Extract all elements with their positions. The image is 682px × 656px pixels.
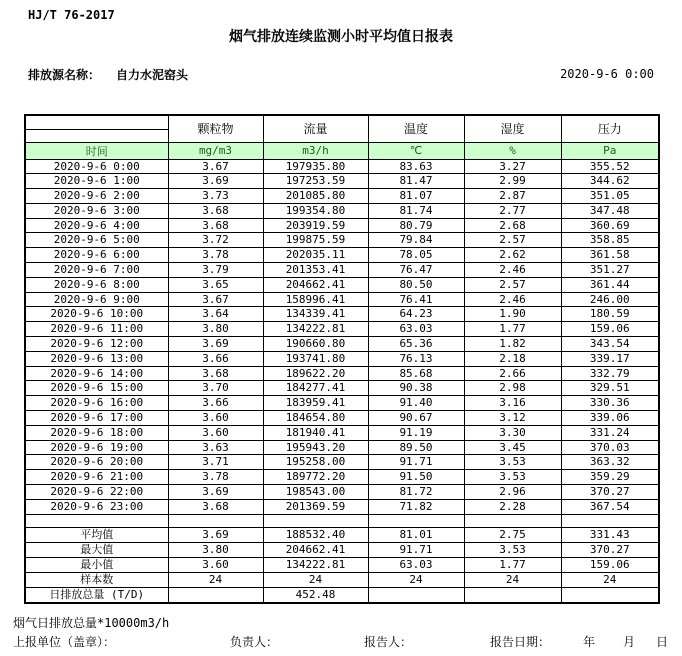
- value-cell: 3.12: [464, 411, 561, 426]
- table-row: [25, 233, 659, 248]
- value-cell: 199354.80: [263, 203, 368, 218]
- report-date-label: 报告日期：: [490, 635, 551, 649]
- value-cell: 199875.59: [263, 233, 368, 248]
- value-cell: 3.64: [168, 307, 263, 322]
- value-cell: 2.68: [464, 218, 561, 233]
- summary-value-cell: 134222.81: [263, 557, 368, 572]
- value-cell: 81.74: [368, 203, 464, 218]
- value-cell: 79.84: [368, 233, 464, 248]
- value-cell: 204662.41: [263, 277, 368, 292]
- value-cell: 190660.80: [263, 337, 368, 352]
- column-header: 颗粒物: [168, 115, 263, 142]
- value-cell: 332.79: [561, 366, 659, 381]
- table-row: [25, 366, 659, 381]
- time-cell: 2020-9-6 20:00: [25, 455, 168, 470]
- table-row: [25, 174, 659, 189]
- responsible-person-label: 负责人：: [230, 635, 279, 649]
- time-cell: 2020-9-6 9:00: [25, 292, 168, 307]
- value-cell: 195258.00: [263, 455, 368, 470]
- corner-cell-bottom: [25, 129, 168, 142]
- time-cell: 2020-9-6 5:00: [25, 233, 168, 248]
- value-cell: 246.00: [561, 292, 659, 307]
- value-cell: 78.05: [368, 248, 464, 263]
- summary-label: 平均值: [25, 527, 168, 542]
- value-cell: 63.03: [368, 322, 464, 337]
- value-cell: 1.82: [464, 337, 561, 352]
- value-cell: 3.16: [464, 396, 561, 411]
- value-cell: 361.58: [561, 248, 659, 263]
- time-cell: 2020-9-6 19:00: [25, 440, 168, 455]
- table-row: [25, 263, 659, 278]
- value-cell: 3.78: [168, 470, 263, 485]
- summary-value-cell: 331.43: [561, 527, 659, 542]
- summary-value-cell: 24: [168, 572, 263, 587]
- time-cell: 2020-9-6 8:00: [25, 277, 168, 292]
- time-cell: 2020-9-6 17:00: [25, 411, 168, 426]
- value-cell: 193741.80: [263, 351, 368, 366]
- value-cell: 76.47: [368, 263, 464, 278]
- value-cell: 2.96: [464, 485, 561, 500]
- value-cell: 2.87: [464, 189, 561, 204]
- value-cell: 197253.59: [263, 174, 368, 189]
- standard-number: HJ/T 76-2017: [28, 8, 115, 22]
- value-cell: 181940.41: [263, 425, 368, 440]
- table-row: [25, 203, 659, 218]
- value-cell: 184277.41: [263, 381, 368, 396]
- summary-value-cell: [168, 587, 263, 603]
- time-cell: 2020-9-6 23:00: [25, 499, 168, 514]
- value-cell: 2.46: [464, 263, 561, 278]
- unit-cell: Pa: [561, 142, 659, 159]
- value-cell: 351.27: [561, 263, 659, 278]
- table-row: [25, 322, 659, 337]
- time-cell: 2020-9-6 15:00: [25, 381, 168, 396]
- value-cell: 367.54: [561, 499, 659, 514]
- value-cell: 2.18: [464, 351, 561, 366]
- summary-value-cell: 24: [368, 572, 464, 587]
- value-cell: 71.82: [368, 499, 464, 514]
- time-cell: 2020-9-6 1:00: [25, 174, 168, 189]
- value-cell: 351.05: [561, 189, 659, 204]
- summary-value-cell: [464, 587, 561, 603]
- value-cell: 197935.80: [263, 159, 368, 174]
- emission-source-label: 排放源名称：: [28, 68, 101, 82]
- month-label: 月: [623, 635, 636, 649]
- spacer-row: [25, 514, 659, 527]
- value-cell: 3.71: [168, 455, 263, 470]
- value-cell: 339.17: [561, 351, 659, 366]
- summary-label: 最小值: [25, 557, 168, 572]
- time-cell: 2020-9-6 6:00: [25, 248, 168, 263]
- time-cell: 2020-9-6 10:00: [25, 307, 168, 322]
- value-cell: 3.69: [168, 485, 263, 500]
- value-cell: 3.53: [464, 470, 561, 485]
- value-cell: 91.19: [368, 425, 464, 440]
- table-row: [25, 292, 659, 307]
- table-row: [25, 351, 659, 366]
- summary-value-cell: [368, 587, 464, 603]
- empty-cell: [168, 514, 263, 527]
- value-cell: 3.68: [168, 218, 263, 233]
- value-cell: 189622.20: [263, 366, 368, 381]
- time-cell: 2020-9-6 0:00: [25, 159, 168, 174]
- value-cell: 81.07: [368, 189, 464, 204]
- value-cell: 3.79: [168, 263, 263, 278]
- table-row: [25, 277, 659, 292]
- report-unit-label: 上报单位（盖章）：: [13, 635, 116, 649]
- table-row: [25, 337, 659, 352]
- monitoring-table: [24, 114, 660, 604]
- table-row: [25, 381, 659, 396]
- time-cell: 2020-9-6 13:00: [25, 351, 168, 366]
- summary-value-cell: 24: [561, 572, 659, 587]
- value-cell: 180.59: [561, 307, 659, 322]
- unit-cell: ℃: [368, 142, 464, 159]
- day-label: 日: [656, 635, 669, 649]
- table-row: [25, 218, 659, 233]
- value-cell: 85.68: [368, 366, 464, 381]
- summary-value-cell: 81.01: [368, 527, 464, 542]
- summary-label: 日排放总量 (T/D): [25, 587, 168, 603]
- value-cell: 91.71: [368, 455, 464, 470]
- value-cell: 3.68: [168, 499, 263, 514]
- value-cell: 3.65: [168, 277, 263, 292]
- time-header: 时间: [25, 142, 168, 159]
- column-header: 压力: [561, 115, 659, 142]
- summary-label: 最大值: [25, 542, 168, 557]
- summary-value-cell: 24: [263, 572, 368, 587]
- value-cell: 355.52: [561, 159, 659, 174]
- value-cell: 1.77: [464, 322, 561, 337]
- column-header: 流量: [263, 115, 368, 142]
- value-cell: 331.24: [561, 425, 659, 440]
- summary-value-cell: [561, 587, 659, 603]
- value-cell: 3.68: [168, 366, 263, 381]
- value-cell: 3.30: [464, 425, 561, 440]
- value-cell: 1.90: [464, 307, 561, 322]
- time-cell: 2020-9-6 16:00: [25, 396, 168, 411]
- time-cell: 2020-9-6 22:00: [25, 485, 168, 500]
- hour-rows: [25, 159, 659, 514]
- summary-value-cell: 452.48: [263, 587, 368, 603]
- value-cell: 189772.20: [263, 470, 368, 485]
- empty-cell: [25, 514, 168, 527]
- summary-value-cell: 3.53: [464, 542, 561, 557]
- table-row: [25, 307, 659, 322]
- value-cell: 2.77: [464, 203, 561, 218]
- value-cell: 3.72: [168, 233, 263, 248]
- value-cell: 81.47: [368, 174, 464, 189]
- footer-note: 烟气日排放总量*10000m3/h: [13, 616, 170, 630]
- value-cell: 330.36: [561, 396, 659, 411]
- value-cell: 65.36: [368, 337, 464, 352]
- value-cell: 80.50: [368, 277, 464, 292]
- unit-cell: mg/m3: [168, 142, 263, 159]
- value-cell: 134222.81: [263, 322, 368, 337]
- time-cell: 2020-9-6 4:00: [25, 218, 168, 233]
- value-cell: 329.51: [561, 381, 659, 396]
- value-cell: 2.62: [464, 248, 561, 263]
- time-cell: 2020-9-6 7:00: [25, 263, 168, 278]
- value-cell: 359.29: [561, 470, 659, 485]
- reporter-label: 报告人：: [364, 635, 413, 649]
- value-cell: 3.67: [168, 159, 263, 174]
- value-cell: 90.38: [368, 381, 464, 396]
- time-cell: 2020-9-6 14:00: [25, 366, 168, 381]
- value-cell: 201353.41: [263, 263, 368, 278]
- value-cell: 159.06: [561, 322, 659, 337]
- value-cell: 89.50: [368, 440, 464, 455]
- unit-cell: %: [464, 142, 561, 159]
- table-row: [25, 189, 659, 204]
- time-cell: 2020-9-6 2:00: [25, 189, 168, 204]
- value-cell: 91.40: [368, 396, 464, 411]
- summary-row: [25, 527, 659, 542]
- value-cell: 90.67: [368, 411, 464, 426]
- table-row: [25, 248, 659, 263]
- value-cell: 195943.20: [263, 440, 368, 455]
- year-label: 年: [583, 635, 596, 649]
- table-row: [25, 425, 659, 440]
- value-cell: 3.70: [168, 381, 263, 396]
- column-header: 湿度: [464, 115, 561, 142]
- table-row: [25, 499, 659, 514]
- summary-value-cell: 159.06: [561, 557, 659, 572]
- value-cell: 3.80: [168, 322, 263, 337]
- value-cell: 3.45: [464, 440, 561, 455]
- value-cell: 3.60: [168, 411, 263, 426]
- value-cell: 3.66: [168, 396, 263, 411]
- summary-value-cell: 3.80: [168, 542, 263, 557]
- summary-value-cell: 204662.41: [263, 542, 368, 557]
- value-cell: 76.13: [368, 351, 464, 366]
- value-cell: 83.63: [368, 159, 464, 174]
- summary-row: [25, 572, 659, 587]
- value-cell: 2.57: [464, 233, 561, 248]
- value-cell: 3.69: [168, 337, 263, 352]
- value-cell: 203919.59: [263, 218, 368, 233]
- time-cell: 2020-9-6 11:00: [25, 322, 168, 337]
- value-cell: 343.54: [561, 337, 659, 352]
- value-cell: 2.46: [464, 292, 561, 307]
- empty-cell: [263, 514, 368, 527]
- time-cell: 2020-9-6 21:00: [25, 470, 168, 485]
- time-cell: 2020-9-6 18:00: [25, 425, 168, 440]
- column-header: 温度: [368, 115, 464, 142]
- emission-source-name: 自力水泥窑头: [116, 68, 189, 82]
- empty-cell: [464, 514, 561, 527]
- value-cell: 3.66: [168, 351, 263, 366]
- value-cell: 91.50: [368, 470, 464, 485]
- value-cell: 339.06: [561, 411, 659, 426]
- value-cell: 3.60: [168, 425, 263, 440]
- value-cell: 3.78: [168, 248, 263, 263]
- value-cell: 2.98: [464, 381, 561, 396]
- table-row: [25, 159, 659, 174]
- summary-row: [25, 557, 659, 572]
- corner-cell-top: [25, 115, 168, 129]
- table-row: [25, 396, 659, 411]
- value-cell: 198543.00: [263, 485, 368, 500]
- value-cell: 2.57: [464, 277, 561, 292]
- value-cell: 184654.80: [263, 411, 368, 426]
- summary-value-cell: 63.03: [368, 557, 464, 572]
- summary-value-cell: 3.60: [168, 557, 263, 572]
- summary-label: 样本数: [25, 572, 168, 587]
- summary-rows: [25, 514, 659, 603]
- value-cell: 201085.80: [263, 189, 368, 204]
- value-cell: 360.69: [561, 218, 659, 233]
- value-cell: 76.41: [368, 292, 464, 307]
- value-cell: 370.27: [561, 485, 659, 500]
- value-cell: 3.53: [464, 455, 561, 470]
- time-cell: 2020-9-6 3:00: [25, 203, 168, 218]
- value-cell: 3.63: [168, 440, 263, 455]
- page-title: 烟气排放连续监测小时平均值日报表: [229, 29, 453, 45]
- value-cell: 3.67: [168, 292, 263, 307]
- summary-value-cell: 188532.40: [263, 527, 368, 542]
- table-row: [25, 440, 659, 455]
- units-row: [25, 142, 659, 159]
- value-cell: 80.79: [368, 218, 464, 233]
- summary-value-cell: 24: [464, 572, 561, 587]
- summary-value-cell: 2.75: [464, 527, 561, 542]
- summary-value-cell: 91.71: [368, 542, 464, 557]
- value-cell: 347.48: [561, 203, 659, 218]
- table-row: [25, 411, 659, 426]
- summary-row: [25, 587, 659, 603]
- header-row-pollutants: [25, 115, 659, 129]
- value-cell: 81.72: [368, 485, 464, 500]
- unit-cell: m3/h: [263, 142, 368, 159]
- value-cell: 158996.41: [263, 292, 368, 307]
- summary-value-cell: 370.27: [561, 542, 659, 557]
- value-cell: 202035.11: [263, 248, 368, 263]
- value-cell: 64.23: [368, 307, 464, 322]
- value-cell: 3.69: [168, 174, 263, 189]
- empty-cell: [368, 514, 464, 527]
- value-cell: 370.03: [561, 440, 659, 455]
- empty-cell: [561, 514, 659, 527]
- value-cell: 183959.41: [263, 396, 368, 411]
- value-cell: 358.85: [561, 233, 659, 248]
- value-cell: 134339.41: [263, 307, 368, 322]
- value-cell: 3.68: [168, 203, 263, 218]
- value-cell: 2.66: [464, 366, 561, 381]
- emission-source-line: [28, 66, 188, 83]
- summary-value-cell: 3.69: [168, 527, 263, 542]
- value-cell: 3.73: [168, 189, 263, 204]
- table-row: [25, 470, 659, 485]
- value-cell: 2.99: [464, 174, 561, 189]
- value-cell: 2.28: [464, 499, 561, 514]
- report-datetime: 2020-9-6 0:00: [560, 67, 654, 81]
- summary-value-cell: 1.77: [464, 557, 561, 572]
- table-row: [25, 485, 659, 500]
- table-row: [25, 455, 659, 470]
- summary-row: [25, 542, 659, 557]
- value-cell: 201369.59: [263, 499, 368, 514]
- value-cell: 361.44: [561, 277, 659, 292]
- time-cell: 2020-9-6 12:00: [25, 337, 168, 352]
- value-cell: 363.32: [561, 455, 659, 470]
- value-cell: 344.62: [561, 174, 659, 189]
- value-cell: 3.27: [464, 159, 561, 174]
